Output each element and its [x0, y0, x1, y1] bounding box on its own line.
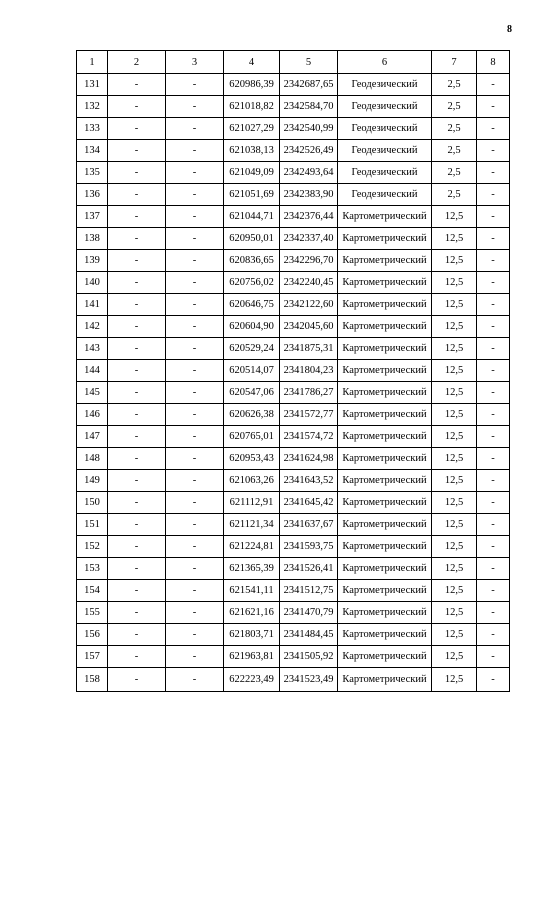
- table-cell: -: [477, 558, 510, 580]
- table-cell: -: [166, 272, 224, 294]
- table-cell: Геодезический: [338, 140, 432, 162]
- column-header: 3: [166, 51, 224, 74]
- table-cell: -: [166, 470, 224, 492]
- table-cell: -: [166, 448, 224, 470]
- table-cell: -: [477, 74, 510, 96]
- table-cell: 12,5: [432, 514, 477, 536]
- table-cell: 146: [77, 404, 108, 426]
- table-cell: 2341875,31: [280, 338, 338, 360]
- table-cell: Геодезический: [338, 96, 432, 118]
- table-cell: -: [166, 514, 224, 536]
- table-cell: Картометрический: [338, 404, 432, 426]
- table-cell: 621027,29: [224, 118, 280, 140]
- table-cell: Картометрический: [338, 558, 432, 580]
- table-cell: 620547,06: [224, 382, 280, 404]
- table-cell: 142: [77, 316, 108, 338]
- table-cell: -: [477, 602, 510, 624]
- table-cell: -: [166, 382, 224, 404]
- table-cell: 2341786,27: [280, 382, 338, 404]
- table-cell: Картометрический: [338, 382, 432, 404]
- table-cell: 621541,11: [224, 580, 280, 602]
- table-cell: Картометрический: [338, 580, 432, 602]
- table-cell: -: [108, 338, 166, 360]
- table-cell: 620986,39: [224, 74, 280, 96]
- table-cell: 621063,26: [224, 470, 280, 492]
- table-cell: 158: [77, 668, 108, 692]
- table-cell: -: [108, 184, 166, 206]
- table-cell: 2342540,99: [280, 118, 338, 140]
- table-cell: 155: [77, 602, 108, 624]
- table-cell: 2,5: [432, 184, 477, 206]
- table-cell: -: [108, 470, 166, 492]
- table-cell: -: [108, 580, 166, 602]
- column-header: 2: [108, 51, 166, 74]
- table-cell: 12,5: [432, 272, 477, 294]
- table-cell: -: [477, 272, 510, 294]
- table-row: [77, 448, 510, 470]
- table-cell: 620604,90: [224, 316, 280, 338]
- table-cell: 137: [77, 206, 108, 228]
- table-cell: 2341484,45: [280, 624, 338, 646]
- table-cell: -: [477, 250, 510, 272]
- table-cell: 621963,81: [224, 646, 280, 668]
- table-cell: 12,5: [432, 206, 477, 228]
- table-cell: -: [166, 162, 224, 184]
- table-row: [77, 624, 510, 646]
- table-cell: 2342296,70: [280, 250, 338, 272]
- table-cell: 12,5: [432, 426, 477, 448]
- table-cell: 2,5: [432, 140, 477, 162]
- table-cell: 620765,01: [224, 426, 280, 448]
- table-header-row: [77, 51, 510, 74]
- table-cell: -: [108, 250, 166, 272]
- table-cell: 2342687,65: [280, 74, 338, 96]
- table-row: [77, 250, 510, 272]
- table-cell: -: [108, 360, 166, 382]
- table-cell: -: [166, 668, 224, 692]
- table-cell: -: [477, 338, 510, 360]
- table-row: [77, 272, 510, 294]
- table-cell: -: [477, 646, 510, 668]
- table-cell: 621049,09: [224, 162, 280, 184]
- table-cell: -: [477, 96, 510, 118]
- table-cell: 2342045,60: [280, 316, 338, 338]
- table-cell: 2341526,41: [280, 558, 338, 580]
- table-cell: -: [166, 492, 224, 514]
- table-cell: 12,5: [432, 624, 477, 646]
- table-cell: -: [477, 668, 510, 692]
- table-row: [77, 382, 510, 404]
- table-cell: -: [108, 162, 166, 184]
- table-cell: Картометрический: [338, 316, 432, 338]
- table-cell: 2341470,79: [280, 602, 338, 624]
- table-cell: -: [166, 426, 224, 448]
- table-row: [77, 404, 510, 426]
- table-cell: Геодезический: [338, 162, 432, 184]
- column-header: 5: [280, 51, 338, 74]
- table-cell: -: [166, 360, 224, 382]
- table-row: [77, 228, 510, 250]
- table-row: [77, 294, 510, 316]
- table-cell: 134: [77, 140, 108, 162]
- table-row: [77, 74, 510, 96]
- table-cell: 2341643,52: [280, 470, 338, 492]
- table-cell: -: [108, 294, 166, 316]
- table-cell: -: [166, 118, 224, 140]
- table-cell: 143: [77, 338, 108, 360]
- table-cell: -: [166, 536, 224, 558]
- table-cell: -: [477, 162, 510, 184]
- table-cell: 2341505,92: [280, 646, 338, 668]
- table-cell: -: [166, 228, 224, 250]
- table-cell: 2341804,23: [280, 360, 338, 382]
- table-cell: -: [108, 206, 166, 228]
- table-cell: -: [108, 536, 166, 558]
- table-cell: Картометрический: [338, 272, 432, 294]
- table-cell: Картометрический: [338, 448, 432, 470]
- table-cell: -: [108, 404, 166, 426]
- column-header: 8: [477, 51, 510, 74]
- table-cell: -: [166, 74, 224, 96]
- table-cell: 133: [77, 118, 108, 140]
- table-cell: -: [108, 118, 166, 140]
- table-cell: 2341645,42: [280, 492, 338, 514]
- table-cell: 12,5: [432, 470, 477, 492]
- column-header: 4: [224, 51, 280, 74]
- table-cell: -: [166, 338, 224, 360]
- table-cell: 620646,75: [224, 294, 280, 316]
- table-row: [77, 514, 510, 536]
- table-row: [77, 162, 510, 184]
- table-cell: Картометрический: [338, 514, 432, 536]
- table-cell: 621621,16: [224, 602, 280, 624]
- table-cell: 2341574,72: [280, 426, 338, 448]
- table-cell: 138: [77, 228, 108, 250]
- table-cell: -: [108, 74, 166, 96]
- table-cell: -: [166, 646, 224, 668]
- table-cell: 12,5: [432, 558, 477, 580]
- table-cell: -: [477, 228, 510, 250]
- table-cell: 12,5: [432, 360, 477, 382]
- table-cell: 12,5: [432, 536, 477, 558]
- table-cell: 12,5: [432, 338, 477, 360]
- table-cell: 141: [77, 294, 108, 316]
- table-cell: 153: [77, 558, 108, 580]
- table-cell: -: [477, 206, 510, 228]
- column-header: 7: [432, 51, 477, 74]
- table-cell: -: [108, 96, 166, 118]
- table-cell: -: [108, 228, 166, 250]
- table-cell: 157: [77, 646, 108, 668]
- table-cell: 12,5: [432, 448, 477, 470]
- table-cell: 2341593,75: [280, 536, 338, 558]
- table-cell: -: [166, 294, 224, 316]
- table-cell: 2342337,40: [280, 228, 338, 250]
- table-cell: Картометрический: [338, 250, 432, 272]
- table-cell: 620953,43: [224, 448, 280, 470]
- table-cell: -: [166, 602, 224, 624]
- table-cell: -: [108, 316, 166, 338]
- table-cell: Картометрический: [338, 338, 432, 360]
- table-row: [77, 558, 510, 580]
- table-cell: -: [166, 250, 224, 272]
- table-cell: 621044,71: [224, 206, 280, 228]
- table-cell: 12,5: [432, 492, 477, 514]
- table-cell: 156: [77, 624, 108, 646]
- table-cell: 12,5: [432, 668, 477, 692]
- coordinates-table: [76, 50, 510, 692]
- table-row: [77, 426, 510, 448]
- table-cell: -: [166, 96, 224, 118]
- table-cell: -: [108, 646, 166, 668]
- table-cell: -: [477, 470, 510, 492]
- table-row: [77, 338, 510, 360]
- table-cell: 147: [77, 426, 108, 448]
- table-cell: -: [477, 360, 510, 382]
- table-cell: 620514,07: [224, 360, 280, 382]
- table-cell: 2342376,44: [280, 206, 338, 228]
- table-cell: -: [166, 558, 224, 580]
- column-header: 6: [338, 51, 432, 74]
- table-row: [77, 646, 510, 668]
- table-cell: 2341637,67: [280, 514, 338, 536]
- table-cell: 12,5: [432, 294, 477, 316]
- table-cell: 12,5: [432, 646, 477, 668]
- table-row: [77, 118, 510, 140]
- table-cell: 620836,65: [224, 250, 280, 272]
- table-cell: 132: [77, 96, 108, 118]
- table-cell: 2,5: [432, 74, 477, 96]
- table-cell: Геодезический: [338, 118, 432, 140]
- table-cell: 2342383,90: [280, 184, 338, 206]
- table-cell: 139: [77, 250, 108, 272]
- table-cell: Картометрический: [338, 536, 432, 558]
- table-cell: -: [108, 558, 166, 580]
- table-cell: 621803,71: [224, 624, 280, 646]
- table-cell: Геодезический: [338, 74, 432, 96]
- table-cell: -: [477, 448, 510, 470]
- table-cell: 150: [77, 492, 108, 514]
- table-cell: 2342584,70: [280, 96, 338, 118]
- table-cell: Картометрический: [338, 206, 432, 228]
- table-cell: -: [166, 624, 224, 646]
- table-cell: 2341624,98: [280, 448, 338, 470]
- table-cell: -: [477, 184, 510, 206]
- table-cell: 140: [77, 272, 108, 294]
- table-cell: -: [166, 580, 224, 602]
- table-cell: 621038,13: [224, 140, 280, 162]
- table-cell: Картометрический: [338, 426, 432, 448]
- table-cell: 149: [77, 470, 108, 492]
- table-cell: 152: [77, 536, 108, 558]
- table-cell: -: [108, 382, 166, 404]
- table-cell: -: [477, 514, 510, 536]
- table-cell: Геодезический: [338, 184, 432, 206]
- table-cell: 621051,69: [224, 184, 280, 206]
- table-cell: -: [108, 272, 166, 294]
- table-row: [77, 184, 510, 206]
- table-row: [77, 360, 510, 382]
- table-cell: -: [477, 580, 510, 602]
- table-cell: 2341523,49: [280, 668, 338, 692]
- table-cell: 2342240,45: [280, 272, 338, 294]
- table-cell: -: [477, 382, 510, 404]
- table-body: [77, 74, 510, 692]
- table-cell: -: [477, 492, 510, 514]
- table-cell: 620529,24: [224, 338, 280, 360]
- table-cell: 2341572,77: [280, 404, 338, 426]
- table-cell: 12,5: [432, 580, 477, 602]
- table-cell: -: [108, 426, 166, 448]
- table-cell: 620756,02: [224, 272, 280, 294]
- table-cell: -: [477, 294, 510, 316]
- table-cell: -: [477, 404, 510, 426]
- table-row: [77, 470, 510, 492]
- table-cell: -: [108, 668, 166, 692]
- table-row: [77, 668, 510, 692]
- table-cell: -: [108, 514, 166, 536]
- table-cell: 622223,49: [224, 668, 280, 692]
- table-cell: Картометрический: [338, 492, 432, 514]
- table-cell: Картометрический: [338, 646, 432, 668]
- table-row: [77, 316, 510, 338]
- table-cell: 145: [77, 382, 108, 404]
- table-cell: -: [477, 316, 510, 338]
- table-row: [77, 140, 510, 162]
- table-cell: 621112,91: [224, 492, 280, 514]
- table-cell: -: [477, 536, 510, 558]
- table-cell: 154: [77, 580, 108, 602]
- table-cell: 12,5: [432, 404, 477, 426]
- table-cell: -: [108, 492, 166, 514]
- table-cell: -: [108, 602, 166, 624]
- table-cell: -: [166, 316, 224, 338]
- table-row: [77, 206, 510, 228]
- table-cell: 620626,38: [224, 404, 280, 426]
- table-cell: -: [166, 140, 224, 162]
- table-cell: 135: [77, 162, 108, 184]
- table-cell: Картометрический: [338, 668, 432, 692]
- table-cell: 136: [77, 184, 108, 206]
- table-cell: Картометрический: [338, 360, 432, 382]
- table-cell: 621018,82: [224, 96, 280, 118]
- table-cell: 12,5: [432, 602, 477, 624]
- column-header: 1: [77, 51, 108, 74]
- table-cell: -: [477, 426, 510, 448]
- table-row: [77, 536, 510, 558]
- table-cell: 621224,81: [224, 536, 280, 558]
- table-cell: -: [166, 404, 224, 426]
- table-row: [77, 492, 510, 514]
- table-cell: 621365,39: [224, 558, 280, 580]
- table-cell: Картометрический: [338, 602, 432, 624]
- table-cell: 2,5: [432, 162, 477, 184]
- table-cell: 2341512,75: [280, 580, 338, 602]
- table-row: [77, 580, 510, 602]
- table-cell: 2342493,64: [280, 162, 338, 184]
- table-cell: Картометрический: [338, 294, 432, 316]
- table-cell: 621121,34: [224, 514, 280, 536]
- page-number: 8: [507, 24, 512, 35]
- table-cell: 2,5: [432, 118, 477, 140]
- table-cell: 148: [77, 448, 108, 470]
- table-row: [77, 602, 510, 624]
- table-cell: -: [108, 140, 166, 162]
- table-cell: -: [108, 448, 166, 470]
- table-cell: Картометрический: [338, 228, 432, 250]
- table-cell: -: [108, 624, 166, 646]
- table-cell: 2,5: [432, 96, 477, 118]
- table-cell: 144: [77, 360, 108, 382]
- table-cell: 12,5: [432, 250, 477, 272]
- table-cell: 2342526,49: [280, 140, 338, 162]
- table-cell: 131: [77, 74, 108, 96]
- table-cell: -: [477, 624, 510, 646]
- table-cell: 12,5: [432, 382, 477, 404]
- table-cell: -: [477, 140, 510, 162]
- table-cell: 12,5: [432, 228, 477, 250]
- table-cell: -: [166, 184, 224, 206]
- table-cell: -: [166, 206, 224, 228]
- table-row: [77, 96, 510, 118]
- table-cell: 12,5: [432, 316, 477, 338]
- table-cell: -: [477, 118, 510, 140]
- table-cell: 151: [77, 514, 108, 536]
- table-cell: Картометрический: [338, 624, 432, 646]
- table-cell: 620950,01: [224, 228, 280, 250]
- table-cell: Картометрический: [338, 470, 432, 492]
- table-cell: 2342122,60: [280, 294, 338, 316]
